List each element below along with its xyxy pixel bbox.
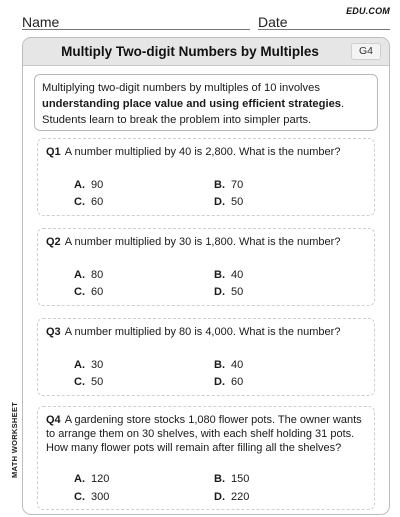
question-body: A number multiplied by 80 is 4,000. What is the number?: [64, 326, 341, 338]
option-d[interactable]: [214, 491, 249, 503]
question-number: Q1: [46, 146, 61, 158]
option-value: 60: [91, 286, 104, 298]
option-b[interactable]: [214, 473, 249, 485]
option-a[interactable]: [74, 473, 109, 485]
question-text: [46, 145, 368, 159]
intro-text: Multiplying two-digit numbers by multiples of 10 involves: [42, 82, 320, 94]
option-letter: A.: [74, 359, 85, 371]
option-value: 80: [91, 269, 104, 281]
question-card-1: [37, 138, 375, 216]
question-card-2: [37, 228, 375, 306]
option-b[interactable]: [214, 359, 243, 371]
option-letter: C.: [74, 491, 85, 503]
option-c[interactable]: [74, 286, 103, 298]
date-label: Date: [258, 14, 288, 30]
option-value: 220: [231, 491, 250, 503]
option-d[interactable]: [214, 286, 243, 298]
question-number: Q3: [46, 326, 61, 338]
option-value: 50: [231, 196, 244, 208]
name-label: Name: [22, 14, 60, 30]
title-bar: [23, 38, 389, 66]
option-b[interactable]: [214, 269, 243, 281]
option-letter: C.: [74, 196, 85, 208]
option-d[interactable]: [214, 196, 243, 208]
worksheet-panel: [22, 37, 390, 515]
question-number: Q4: [46, 414, 61, 426]
option-value: 120: [91, 473, 110, 485]
question-body: A number multiplied by 40 is 2,800. What is the number?: [64, 146, 341, 158]
intro-bold-text: understanding place value and using efficient strategies: [42, 98, 342, 110]
option-value: 300: [91, 491, 110, 503]
option-b[interactable]: [214, 179, 243, 191]
worksheet-title: Multiply Two-digit Numbers by Multiples: [61, 44, 319, 59]
option-d[interactable]: [214, 376, 243, 388]
option-letter: C.: [74, 376, 85, 388]
intro-box: [34, 74, 378, 131]
option-letter: B.: [214, 179, 225, 191]
question-text: [46, 413, 372, 455]
option-value: 50: [231, 286, 244, 298]
question-body: A gardening store stocks 1,080 flower pots. The owner wants to arrange them on 30 shelves, with each shelf holding 31 pots. How many flower pots will remain after filling all the shelves?: [46, 414, 362, 454]
option-letter: A.: [74, 473, 85, 485]
option-a[interactable]: [74, 269, 103, 281]
brand-logo: EDU.COM: [346, 6, 390, 16]
option-letter: B.: [214, 473, 225, 485]
option-value: 70: [231, 179, 244, 191]
option-letter: A.: [74, 179, 85, 191]
option-letter: D.: [214, 376, 225, 388]
question-text: [46, 235, 368, 249]
option-letter: B.: [214, 269, 225, 281]
option-value: 30: [91, 359, 104, 371]
option-c[interactable]: [74, 491, 109, 503]
option-c[interactable]: [74, 196, 103, 208]
question-card-4: [37, 406, 375, 510]
question-number: Q2: [46, 236, 61, 248]
option-value: 60: [91, 196, 104, 208]
option-letter: C.: [74, 286, 85, 298]
option-value: 40: [231, 269, 244, 281]
option-c[interactable]: [74, 376, 103, 388]
side-label: MATH WORKSHEET: [10, 401, 19, 478]
intro-text-end: . Students learn to break the problem into simpler parts.: [42, 98, 345, 126]
option-letter: A.: [74, 269, 85, 281]
question-card-3: [37, 318, 375, 396]
option-value: 60: [231, 376, 244, 388]
option-a[interactable]: [74, 359, 103, 371]
option-value: 90: [91, 179, 104, 191]
question-text: [46, 325, 368, 339]
name-line[interactable]: [22, 29, 250, 30]
option-value: 50: [91, 376, 104, 388]
option-letter: B.: [214, 359, 225, 371]
grade-badge: G4: [351, 43, 381, 60]
option-letter: D.: [214, 196, 225, 208]
option-value: 150: [231, 473, 250, 485]
option-value: 40: [231, 359, 244, 371]
date-line[interactable]: [258, 29, 390, 30]
option-letter: D.: [214, 491, 225, 503]
option-letter: D.: [214, 286, 225, 298]
option-a[interactable]: [74, 179, 103, 191]
question-body: A number multiplied by 30 is 1,800. What is the number?: [64, 236, 341, 248]
